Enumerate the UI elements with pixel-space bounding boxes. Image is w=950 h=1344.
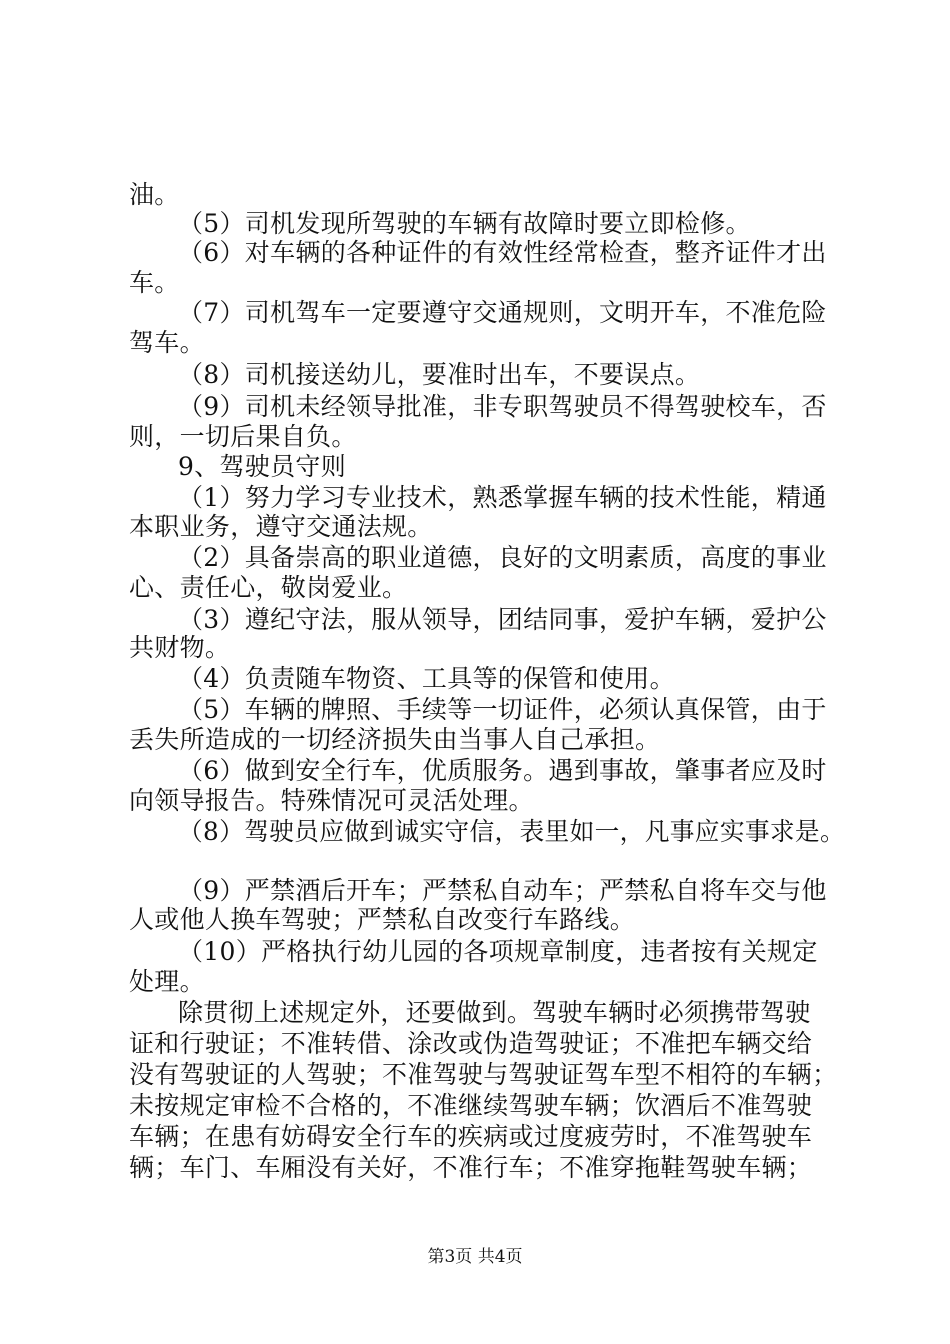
body-line: （9）司机未经领导批准，非专职驾驶员不得驾驶校车，否 — [178, 392, 827, 421]
body-line: 向领导报告。特殊情况可灵活处理。 — [129, 786, 534, 815]
body-line: 处理。 — [129, 967, 205, 996]
body-line: 没有驾驶证的人驾驶；不准驾驶与驾驶证驾车型不相符的车辆； — [129, 1060, 838, 1089]
body-line: （7）司机驾车一定要遵守交通规则，文明开车，不准危险 — [178, 298, 827, 327]
body-line: 驾车。 — [129, 328, 205, 357]
body-line: （10）严格执行幼儿园的各项规章制度，违者按有关规定 — [178, 937, 818, 966]
body-line: （5）司机发现所驾驶的车辆有故障时要立即检修。 — [178, 209, 751, 238]
body-line: 则，一切后果自负。 — [129, 422, 357, 451]
body-line: 除贯彻上述规定外，还要做到。驾驶车辆时必须携带驾驶 — [178, 998, 811, 1027]
section-heading: 9、驾驶员守则 — [178, 452, 347, 481]
body-line: （2）具备崇高的职业道德，良好的文明素质，高度的事业 — [178, 543, 827, 572]
body-line: 共财物。 — [129, 633, 231, 662]
body-line: 车辆；在患有妨碍安全行车的疾病或过度疲劳时，不准驾驶车 — [129, 1122, 813, 1151]
body-line: 本职业务，遵守交通法规。 — [129, 512, 433, 541]
body-line: 证和行驶证；不准转借、涂改或伪造驾驶证；不准把车辆交给 — [129, 1029, 813, 1058]
body-line: （4）负责随车物资、工具等的保管和使用。 — [178, 664, 675, 693]
body-line: 未按规定审检不合格的，不准继续驾驶车辆；饮酒后不准驾驶 — [129, 1091, 813, 1120]
body-line: 辆；车门、车厢没有关好，不准行车；不准穿拖鞋驾驶车辆； — [129, 1153, 813, 1182]
body-line: （6）做到安全行车，优质服务。遇到事故，肇事者应及时 — [178, 756, 827, 785]
body-line: 车。 — [129, 268, 180, 297]
body-line: （9）严禁酒后开车；严禁私自动车；严禁私自将车交与他 — [178, 876, 827, 905]
body-line: （6）对车辆的各种证件的有效性经常检查，整齐证件才出 — [178, 238, 827, 267]
body-line: （1）努力学习专业技术，熟悉掌握车辆的技术性能，精通 — [178, 483, 827, 512]
body-line: 心、责任心，敬岗爱业。 — [129, 573, 408, 602]
page-footer: 第3页 共4页 — [427, 1247, 523, 1267]
body-line: 人或他人换车驾驶；严禁私自改变行车路线。 — [129, 905, 636, 934]
body-line: 丢失所造成的一切经济损失由当事人自己承担。 — [129, 725, 661, 754]
body-line: （8）驾驶员应做到诚实守信，表里如一，凡事应实事求是。 — [178, 817, 846, 846]
body-line: （8）司机接送幼儿，要准时出车，不要误点。 — [178, 360, 701, 389]
body-line: （3）遵纪守法，服从领导，团结同事，爱护车辆，爱护公 — [178, 605, 827, 634]
body-line: 油。 — [129, 180, 180, 209]
body-line: （5）车辆的牌照、手续等一切证件，必须认真保管，由于 — [178, 695, 827, 724]
